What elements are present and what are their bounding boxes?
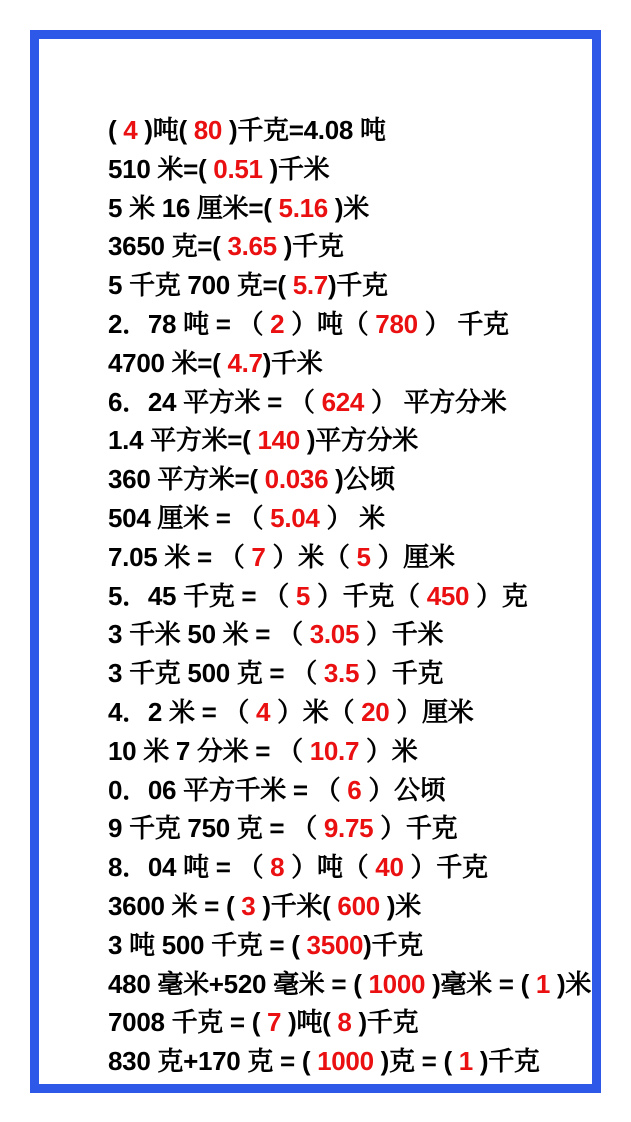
question-text: )米 xyxy=(379,890,421,921)
question-text: 2．78 吨 = （ xyxy=(108,308,271,339)
answer-value: 0.51 xyxy=(213,153,263,184)
question-text: ( xyxy=(108,115,124,145)
answer-value: 600 xyxy=(337,890,380,921)
question-text: )克 = ( xyxy=(373,1046,459,1077)
answer-value: 7 xyxy=(251,541,266,572)
question-text: ）厘米 xyxy=(389,696,474,727)
question-text: )千克 xyxy=(276,231,344,262)
question-text: ） 千克 xyxy=(417,308,509,339)
answer-value: 3.5 xyxy=(323,658,360,689)
exercise-line xyxy=(108,771,628,810)
question-text: ）千克（ xyxy=(310,580,427,611)
answer-value: 1000 xyxy=(368,968,426,999)
question-text: ）吨（ xyxy=(284,308,376,339)
question-text: 7.05 米 = （ xyxy=(108,541,252,572)
question-text: )千克 xyxy=(363,929,423,960)
question-text: )千克 xyxy=(472,1046,540,1077)
question-text: 5．45 千克 = （ xyxy=(108,580,296,611)
question-text: )平方分米 xyxy=(299,425,419,456)
question-text: ）克 xyxy=(469,580,528,611)
exercise-line xyxy=(108,538,628,577)
exercise-line xyxy=(108,1003,628,1042)
answer-value: 0.036 xyxy=(264,464,329,495)
answer-value: 5.16 xyxy=(278,192,328,223)
exercise-line xyxy=(108,150,628,189)
question-text: 510 米=( xyxy=(108,153,214,184)
question-text: )吨( xyxy=(137,115,194,145)
question-text: 8．04 吨 = （ xyxy=(108,852,271,883)
question-text: )千米( xyxy=(255,890,338,921)
exercise-line xyxy=(108,887,628,926)
answer-value: 5 xyxy=(295,580,311,611)
question-text: 4．2 米 = （ xyxy=(108,696,256,727)
answer-value: 5 xyxy=(356,541,371,572)
answer-value: 1000 xyxy=(317,1046,374,1077)
answer-value: 2 xyxy=(270,308,285,339)
answer-value: 4 xyxy=(256,696,271,727)
question-text: ）厘米 xyxy=(370,541,455,572)
exercise-line xyxy=(108,266,628,305)
question-text: 3650 克=( xyxy=(108,231,228,262)
exercise-line xyxy=(108,926,628,965)
exercise-line xyxy=(108,732,628,771)
exercise-line xyxy=(108,693,628,732)
question-text: )毫米 = ( xyxy=(425,968,536,999)
exercise-line xyxy=(108,305,628,344)
answer-value: 780 xyxy=(375,308,418,339)
exercise-line xyxy=(108,577,628,616)
question-text: 3600 米 = ( xyxy=(108,890,242,921)
question-text: )千克 xyxy=(351,1007,419,1038)
question-text: 4700 米=( xyxy=(108,347,228,378)
exercise-line xyxy=(108,848,628,887)
question-text: ）千克 xyxy=(403,852,488,883)
page-frame xyxy=(30,30,601,1093)
question-text: 360 平方米=( xyxy=(108,464,265,495)
answer-value: 624 xyxy=(321,386,365,417)
answer-value: 3.65 xyxy=(227,231,277,262)
answer-value: 3500 xyxy=(306,929,364,960)
answer-value: 450 xyxy=(426,580,470,611)
answer-value: 10.7 xyxy=(309,735,360,766)
question-text: 3 千米 50 米 = （ xyxy=(108,619,310,650)
exercise-line xyxy=(108,344,628,383)
answer-value: 3.05 xyxy=(309,619,360,650)
answer-value: 7 xyxy=(266,1007,282,1038)
answer-value: 20 xyxy=(361,696,390,727)
question-text: ） 平方分米 xyxy=(364,386,507,417)
question-text: 5 米 16 厘米=( xyxy=(108,192,279,223)
question-text: ）米 xyxy=(359,735,418,766)
question-text: ）千克 xyxy=(373,813,458,844)
question-text: 9 千克 750 克 = （ xyxy=(108,813,324,844)
exercise-line xyxy=(108,383,628,422)
answer-value: 1 xyxy=(458,1046,473,1077)
answer-value: 5.7 xyxy=(292,270,328,301)
answer-value: 80 xyxy=(193,115,223,145)
question-text: ）吨（ xyxy=(284,852,376,883)
question-text: )千克 xyxy=(327,270,388,301)
answer-value: 1 xyxy=(535,968,551,999)
question-text: ）公顷 xyxy=(361,774,446,805)
answer-value: 140 xyxy=(257,425,300,456)
answer-value: 9.75 xyxy=(323,813,374,844)
question-text: ）千米 xyxy=(359,619,444,650)
question-text: )吨( xyxy=(281,1007,338,1038)
question-text: 7008 千克 = ( xyxy=(108,1007,267,1038)
exercise-line xyxy=(108,111,628,150)
answer-value: 3 xyxy=(241,890,256,921)
answer-value: 40 xyxy=(375,852,404,883)
answer-value: 8 xyxy=(270,852,285,883)
question-text: ） 米 xyxy=(319,502,385,533)
answer-value: 6 xyxy=(347,774,362,805)
answer-value: 4.7 xyxy=(227,347,263,378)
question-text: ）米（ xyxy=(270,696,362,727)
answer-value: 5.04 xyxy=(270,502,320,533)
exercise-line xyxy=(108,499,628,538)
exercise-line xyxy=(108,965,628,1004)
exercise-line xyxy=(108,1042,628,1081)
exercise-line xyxy=(108,654,628,693)
question-text: )公顷 xyxy=(328,464,395,495)
worksheet-lines xyxy=(108,111,628,1081)
question-text: 6．24 平方米 = （ xyxy=(108,386,322,417)
exercise-line xyxy=(108,227,628,266)
exercise-line xyxy=(108,189,628,228)
question-text: 1.4 平方米=( xyxy=(108,425,258,456)
question-text: )千米 xyxy=(262,347,323,378)
exercise-line xyxy=(108,615,628,654)
answer-value: 4 xyxy=(123,115,138,145)
question-text: 10 米 7 分米 = （ xyxy=(108,735,310,766)
question-text: 5 千克 700 克=( xyxy=(108,270,293,301)
question-text: 3 千克 500 克 = （ xyxy=(108,658,324,689)
question-text: )千克=4.08 吨 xyxy=(222,115,386,145)
question-text: )米 xyxy=(550,968,592,999)
question-text: )米 xyxy=(327,192,369,223)
question-text: )千米 xyxy=(262,153,330,184)
question-text: 830 克+170 克 = ( xyxy=(108,1046,318,1077)
question-text: 480 毫米+520 毫米 = ( xyxy=(108,968,369,999)
question-text: 0．06 平方千米 = （ xyxy=(108,774,348,805)
exercise-line xyxy=(108,809,628,848)
question-text: 3 吨 500 千克 = ( xyxy=(108,929,307,960)
exercise-line xyxy=(108,421,628,460)
question-text: ）米（ xyxy=(265,541,357,572)
exercise-line xyxy=(108,460,628,499)
question-text: ）千克 xyxy=(359,658,444,689)
answer-value: 8 xyxy=(337,1007,352,1038)
question-text: 504 厘米 = （ xyxy=(108,502,271,533)
